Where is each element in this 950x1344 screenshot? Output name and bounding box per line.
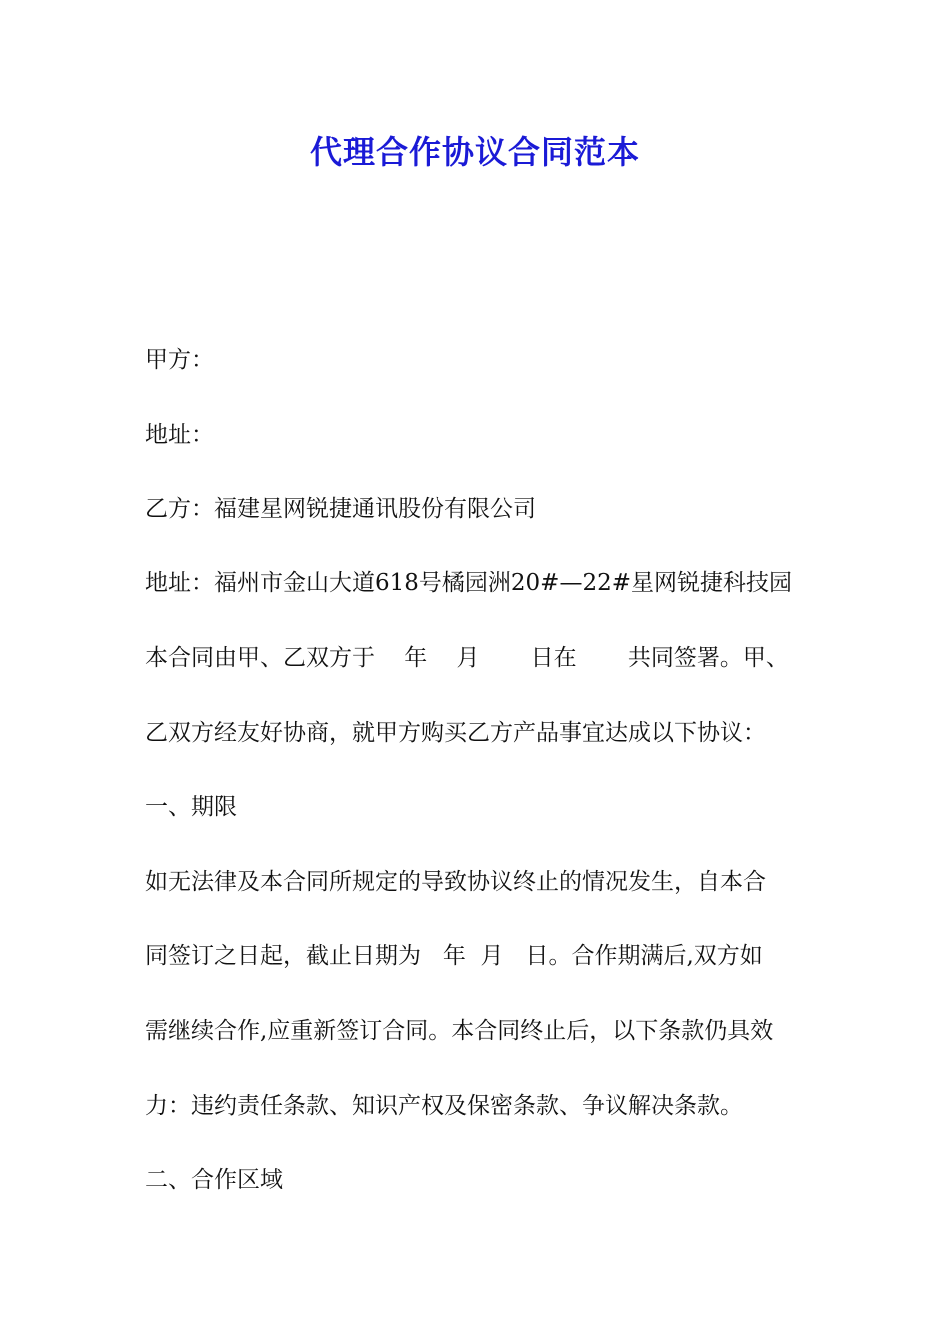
- party-a-address: 地址：: [145, 422, 214, 448]
- section-heading-region: 二、合作区域: [145, 1167, 283, 1193]
- term-paragraph-line-1: 如无法律及本合同所规定的导致协议终止的情况发生，自本合: [145, 869, 766, 895]
- term-paragraph-line-4: 力：违约责任条款、知识产权及保密条款、争议解决条款。: [145, 1093, 743, 1119]
- intro-paragraph-line-1: 本合同由甲、乙双方于 年 月 日在 共同签署。甲、: [145, 645, 789, 671]
- term-paragraph-line-2: 同签订之日起，截止日期为 年 月 日。合作期满后,双方如: [145, 943, 763, 969]
- term-paragraph-line-3: 需继续合作,应重新签订合同。本合同终止后，以下条款仍具效: [145, 1018, 774, 1044]
- section-heading-term: 一、期限: [145, 794, 237, 820]
- party-b-address: 地址：福州市金山大道618号橘园洲20#—22#星网锐捷科技园: [145, 570, 792, 596]
- document-title: 代理合作协议合同范本: [309, 133, 640, 171]
- intro-paragraph-line-2: 乙双方经友好协商，就甲方购买乙方产品事宜达成以下协议：: [145, 720, 766, 746]
- party-b-name: 乙方：福建星网锐捷通讯股份有限公司: [145, 496, 536, 522]
- party-a-label: 甲方：: [145, 347, 214, 373]
